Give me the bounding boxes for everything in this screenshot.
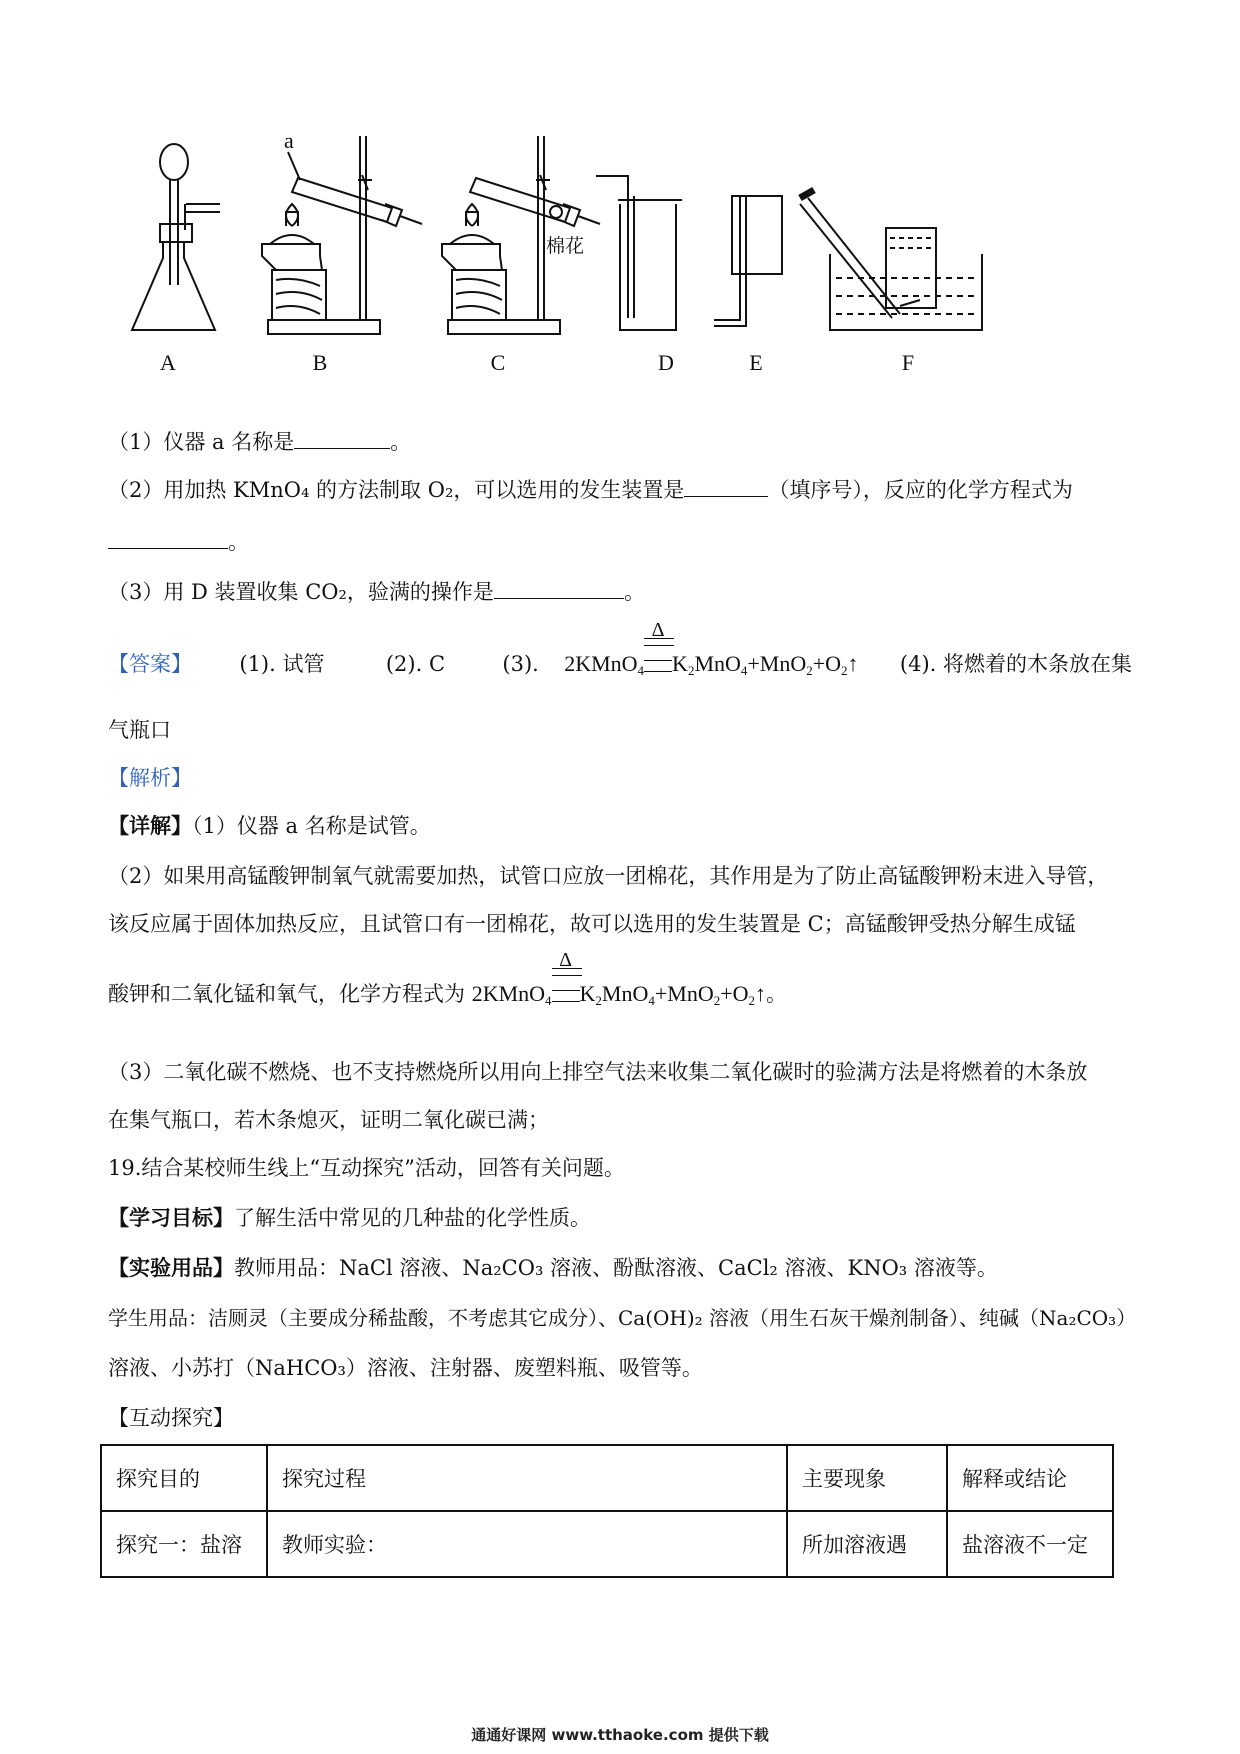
analysis-tag: 【解析】 <box>108 766 192 790</box>
detail-2-line-1: （2）如果用高锰酸钾制氧气就需要加热，试管口应放一团棉花，其作用是为了防止高锰酸钾粉末进入导管， <box>108 864 1109 888</box>
answer-4-cont: 气瓶口 <box>108 718 171 742</box>
answer-line <box>108 619 1133 685</box>
question-3: （3）用 D 装置收集 CO₂，验满的操作是 。 <box>108 580 645 604</box>
q19-student-2: 溶液、小苏打（NaHCO₃）溶液、注射器、废塑料瓶、吸管等。 <box>108 1356 703 1380</box>
answer-2: (2). C <box>385 652 446 676</box>
label-c: C <box>490 350 506 375</box>
apparatus-f-drawing <box>800 190 982 330</box>
question-2-cont: 。 <box>108 528 249 556</box>
apparatus-a-drawing <box>132 144 220 330</box>
q19-title: 19.结合某校师生线上“互动探究”活动，回答有关问题。 <box>108 1156 625 1180</box>
apparatus-b-drawing <box>262 136 422 334</box>
answer-blank <box>684 476 768 497</box>
table-cell: 教师实验： <box>267 1511 787 1577</box>
apparatus-d-drawing <box>596 176 682 330</box>
label-b: B <box>312 350 328 375</box>
question-1: （1）仪器 a 名称是 。 <box>108 430 412 454</box>
q19-goal: 【学习目标】了解生活中常见的几种盐的化学性质。 <box>108 1205 591 1230</box>
label-f: F <box>901 350 915 375</box>
answer-blank <box>494 578 624 599</box>
answer-tag: 【答案】 <box>108 652 192 676</box>
detail-3-line-1: （3）二氧化碳不燃烧、也不支持燃烧所以用向上排空气法来收集二氧化碳时的验满方法是将燃着的木条放 <box>108 1060 1088 1084</box>
table-row <box>101 1511 1113 1577</box>
detail-2-line-3: 酸钾和二氧化锰和氧气，化学方程式为 2KMnO$_4$ Δ $K_2MnO_4+MnO_2+O_2↑$。 <box>108 980 787 1015</box>
question-3-text: （3）用 D 装置收集 CO₂，验满的操作是 <box>108 580 494 604</box>
detail-tag: 【详解】 <box>108 813 192 838</box>
answer-blank <box>294 428 390 449</box>
question-2-text: （2）用加热 KMnO₄ 的方法制取 O₂，可以选用的发生装置是 <box>108 478 685 502</box>
table-header-cell: 主要现象 <box>787 1445 947 1511</box>
answer-3: (3). <box>502 652 539 676</box>
table-cell: 盐溶液不一定 <box>947 1511 1113 1577</box>
apparatus-e-drawing <box>714 196 782 326</box>
question-2: （2）用加热 KMnO₄ 的方法制取 O₂，可以选用的发生装置是 （填序号），反应的化学方程式为 <box>108 478 1073 502</box>
label-a: A <box>160 350 176 375</box>
chemical-equation-2: 2KMnO$_4$ Δ $K_2MnO_4+MnO_2+O_2↑$ <box>471 949 767 1008</box>
q19-materials: 【实验用品】教师用品：NaCl 溶液、Na₂CO₃ 溶液、酚酞溶液、CaCl₂ 溶液、KNO₃ 溶液等。 <box>108 1255 998 1280</box>
answer-1: (1). 试管 <box>239 652 325 676</box>
answer-4: (4). 将燃着的木条放在集 <box>899 652 1133 676</box>
table-header-row <box>101 1445 1113 1511</box>
table-header-cell: 解释或结论 <box>947 1445 1113 1511</box>
instrument-a-label: a <box>284 128 294 153</box>
table-header-cell: 探究过程 <box>267 1445 787 1511</box>
table-cell: 探究一：盐溶 <box>101 1511 267 1577</box>
label-e: E <box>749 350 763 375</box>
page-footer: 通通好课网 www.tthaoke.com 提供下载 <box>471 1726 769 1744</box>
cotton-label: 棉花 <box>546 235 585 257</box>
detail-1: 【详解】（1）仪器 a 名称是试管。 <box>108 813 431 838</box>
label-d: D <box>658 350 674 375</box>
explore-table <box>100 1444 1114 1578</box>
question-1-text: （1）仪器 a 名称是 <box>108 430 295 454</box>
chemical-equation: 2KMnO$_4$ Δ $K_2MnO_4+MnO_2+O_2↑$ <box>564 619 859 678</box>
detail-3-line-2: 在集气瓶口，若木条熄灭，证明二氧化碳已满； <box>108 1108 549 1132</box>
apparatus-figure <box>0 0 1240 390</box>
detail-2-line-2: 该反应属于固体加热反应，且试管口有一团棉花，故可以选用的发生装置是 C；高锰酸钾受热分解生成锰 <box>108 912 1076 936</box>
table-cell: 所加溶液遇 <box>787 1511 947 1577</box>
q19-student-1: 学生用品：洁厕灵（主要成分稀盐酸，不考虑其它成分）、Ca(OH)₂ 溶液（用生石灰干燥剂制备）、纯碱（Na₂CO₃） <box>108 1306 1137 1330</box>
q19-explore-tag: 【互动探究】 <box>108 1406 234 1430</box>
answer-blank <box>108 528 228 549</box>
table-header-cell: 探究目的 <box>101 1445 267 1511</box>
